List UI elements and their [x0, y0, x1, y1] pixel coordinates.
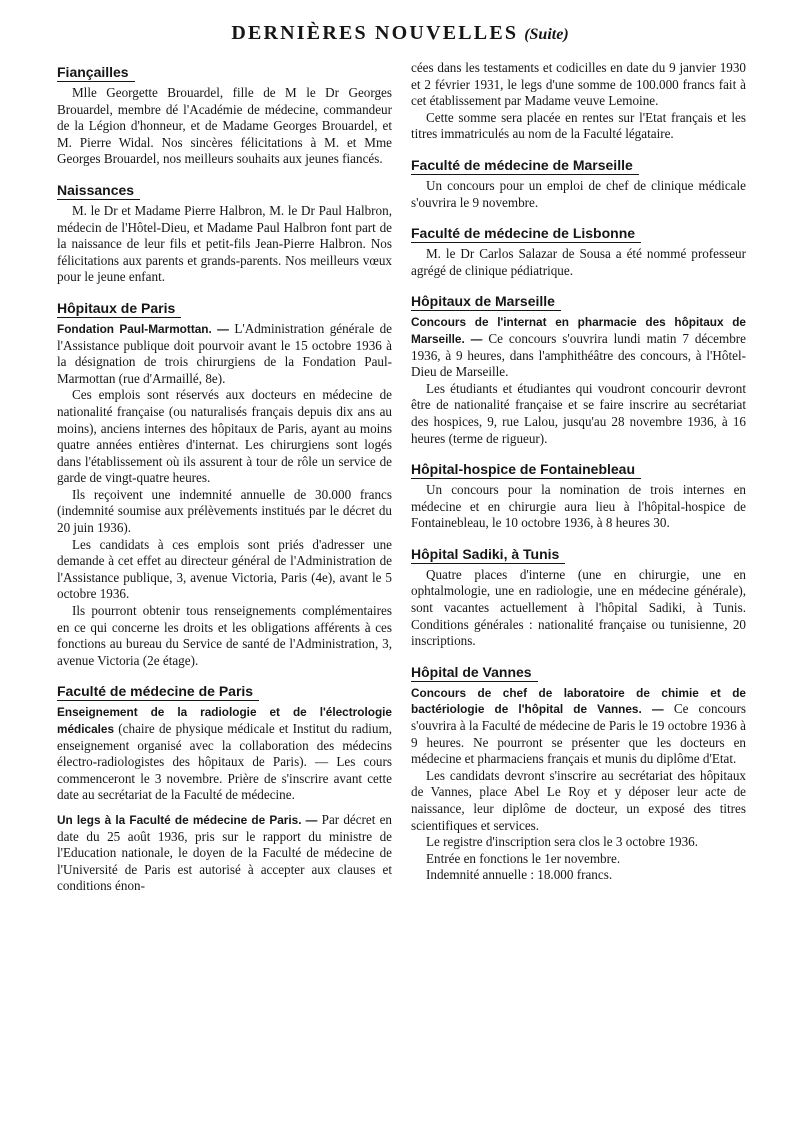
hopitaux-marseille-paragraph-1 — [411, 314, 746, 380]
heading-faculte-marseille: Faculté de médecine de Marseille — [411, 157, 639, 175]
heading-faculte-paris: Faculté de médecine de Paris — [57, 683, 259, 701]
heading-fiancailles: Fiançailles — [57, 64, 135, 82]
heading-fontainebleau: Hôpital-hospice de Fontainebleau — [411, 461, 641, 479]
page-title-suffix: (Suite) — [524, 26, 569, 43]
faculte-paris-lead-1: Enseignement de la radiologie et de l'électrologie médicales — [57, 705, 392, 736]
heading-sadiki: Hôpital Sadiki, à Tunis — [411, 546, 565, 564]
heading-naissances: Naissances — [57, 182, 140, 200]
vannes-paragraph-5: Indemnité annuelle : 18.000 francs. — [426, 867, 613, 883]
heading-vannes: Hôpital de Vannes — [411, 664, 538, 682]
legs-continuation-paragraph-2: Cette somme sera placée en rentes sur l'Etat français et les titres immatriculés au nom de la Faculté légataire. — [411, 109, 746, 142]
faculte-paris-paragraph-2 — [57, 812, 392, 895]
faculte-lisbonne-paragraph: M. le Dr Carlos Salazar de Sousa a été nommé professeur agrégé de clinique pédiatrique. — [411, 246, 746, 278]
hopitaux-paris-paragraph-1 — [57, 321, 392, 387]
vannes-paragraph-4: Entrée en fonctions le 1er novembre. — [426, 850, 621, 866]
vannes-text-1: Ce concours s'ouvrira à la Faculté de médecine de Paris le 19 octobre 1936 à 9 heures. Ne pourront se présenter que les docteurs en médecine et pharmaciens français et munis du diplôme d'Etat. — [411, 701, 746, 767]
fontainebleau-paragraph: Un concours pour la nomination de trois internes en médecine et en chirurgie aura lieu à l'hôpital-hospice de Fontainebleau, le 10 octobre 1936, à 8 heures 30. — [411, 482, 746, 531]
section-legs-continuation — [411, 60, 746, 143]
hopitaux-paris-lead: Fondation Paul-Marmottan. — — [57, 321, 229, 336]
faculte-paris-text-2: Par décret en date du 25 août 1936, pris sur le rapport du ministre de l'Education nationale, le doyen de la Faculté de médecine de l'Université de Paris est autorisé à accepter aux clauses et conditions énon- — [57, 811, 392, 894]
heading-faculte-lisbonne: Faculté de médecine de Lisbonne — [411, 225, 641, 243]
hopitaux-paris-paragraph-4: Les candidats à ces emplois sont priés d'adresser une demande à cet effet au directeur général de l'Administration de l'Assistance publique, 3, avenue Victoria, Paris (4e), avant le 5 octobre 1936. — [57, 536, 392, 602]
hopitaux-paris-text-1: L'Administration générale de l'Assistance publique doit pourvoir avant le 15 octobre 1936 à la désignation de trois chirurgiens de la Fondation Paul-Marmottan (rue d'Armaillé, 8e). — [57, 320, 392, 386]
vannes-paragraph-2: Les candidats devront s'inscrire au secrétariat des hôpitaux de Vannes, place Abel Le Roy et y déposer leur acte de naissance, leur diplôme de docteur, un exposé des titres scientifiques et services. — [411, 767, 746, 833]
section-naissances — [57, 182, 392, 286]
heading-hopitaux-marseille: Hôpitaux de Marseille — [411, 293, 561, 311]
legs-continuation-paragraph-1: cées dans les testaments et codicilles en date du 9 janvier 1930 et 2 février 1931, le legs d'une somme de 100.000 francs fait à cet établissement par Madame veuve Lemoine. — [411, 60, 746, 109]
naissances-paragraph: M. le Dr et Madame Pierre Halbron, M. le Dr Paul Halbron, médecin de l'Hôtel-Dieu, et Madame Paul Halbron font part de la naissance de leur fils et petit-fils Jean-Pierre Halbron. Nos félicitations aux parents et grands-parents. Nos meilleurs vœux pour le jeune enfant. — [57, 202, 392, 285]
fiancailles-paragraph: Mlle Georgette Brouardel, fille de M le Dr Georges Brouardel, membre dé l'Académie de médecine, commandeur de la Légion d'honneur, et de Madame Georges Brouardel, et M. Pierre Widal. Nos sincères félicitations à M. et Mme Georges Brouardel, nos meilleurs souhaits aux jeunes fiancés. — [57, 85, 392, 167]
vannes-paragraph-3: Le registre d'inscription sera clos le 3 octobre 1936. — [426, 834, 699, 850]
section-fiancailles — [57, 64, 392, 168]
section-faculte-paris — [57, 683, 392, 895]
heading-hopitaux-paris: Hôpitaux de Paris — [57, 300, 181, 318]
hopitaux-marseille-text-1: Ce concours s'ouvrira lundi matin 7 décembre 1936, à 9 heures, dans l'amphithéâtre des concours, à l'Hôtel-Dieu de Marseille. — [411, 330, 746, 380]
left-column — [57, 64, 392, 909]
vannes-lead: Concours de chef de laboratoire de chimie et de bactériologie de l'hôpital de Vannes. — — [411, 685, 746, 717]
section-vannes — [411, 664, 746, 884]
faculte-paris-paragraph-1 — [57, 704, 392, 804]
section-hopitaux-paris — [57, 300, 392, 669]
section-faculte-marseille — [411, 157, 746, 211]
section-hopitaux-marseille — [411, 293, 746, 447]
faculte-marseille-paragraph: Un concours pour un emploi de chef de clinique médicale s'ouvrira le 9 novembre. — [411, 177, 746, 210]
right-column — [411, 60, 746, 898]
section-fontainebleau — [411, 461, 746, 532]
section-sadiki — [411, 546, 746, 650]
vannes-paragraph-1 — [411, 685, 746, 768]
page-title-text: DERNIÈRES NOUVELLES — [231, 22, 519, 44]
hopitaux-paris-paragraph-2: Ces emplois sont réservés aux docteurs en médecine de nationalité française (ou naturalisés français depuis dix ans au moins), anciens internes des hôpitaux de Paris, ayant au moins quatre années entières d'internat. Les chirurgiens sont logés dans l'établissement où ils assurent à tour de rôle un service de garde de vingt-quatre heures. — [57, 387, 392, 486]
hopitaux-marseille-paragraph-2: Les étudiants et étudiantes qui voudront concourir devront être de nationalité française et se faire inscrire au secrétariat des hospices, 9, rue Lalou, jusqu'au 28 novembre 1936, à 16 heures (terme de rigueur). — [411, 380, 746, 446]
section-faculte-lisbonne — [411, 225, 746, 279]
faculte-paris-text-1: (chaire de physique médicale et Institut du radium, enseignement organisé avec la collaboration des médecins électro-radiologistes des hôpitaux de Paris). — Les cours commenceront le 3 novembre. Prière de s'inscrire avant cette date au secrétariat de la Faculté de médecine. — [57, 721, 392, 803]
page-title — [0, 22, 800, 45]
faculte-paris-lead-2: Un legs à la Faculté de médecine de Paris. — — [57, 812, 318, 827]
hopitaux-marseille-lead: Concours de l'internat en pharmacie des hôpitaux de Marseille. — — [411, 315, 746, 346]
sadiki-paragraph: Quatre places d'interne (une en chirurgie, une en ophtalmologie, une en radiologie, une en médecine générale), sont vacantes actuellement à l'hôpital Sadiki, à Tunis. Conditions générales : nationalité française ou tunisienne, 20 inscriptions. — [411, 566, 746, 649]
hopitaux-paris-paragraph-5: Ils pourront obtenir tous renseignements complémentaires en ce qui concerne les droits et les obligations afférents à ces fonctions au bureau du Service de santé de l'Administration, 3, avenue Victoria (2e étage). — [57, 603, 392, 668]
hopitaux-paris-paragraph-3: Ils reçoivent une indemnité annuelle de 30.000 francs (indemnité soumise aux prélèvements institués par le décret du 20 juin 1936). — [57, 486, 392, 536]
